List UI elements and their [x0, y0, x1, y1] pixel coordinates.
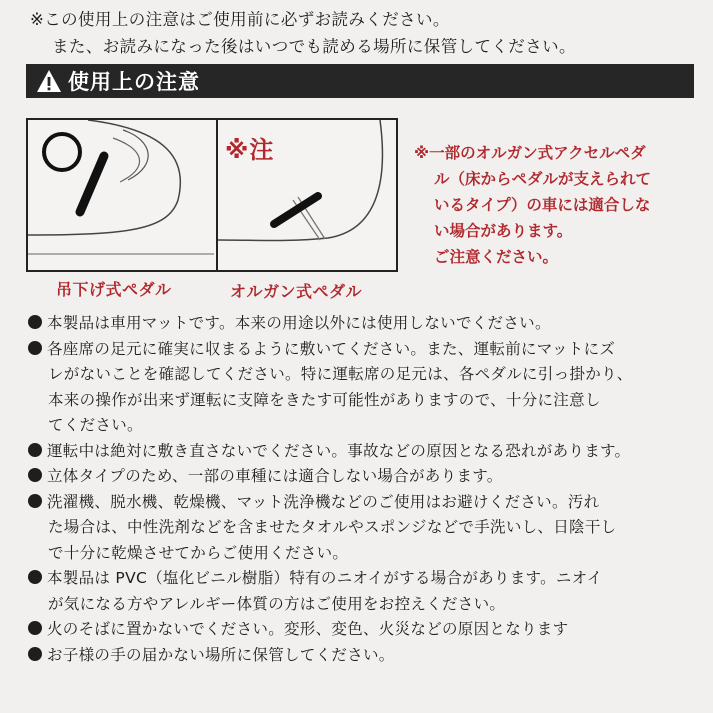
item-text: 運転中は絶対に敷き直さないでください。事故などの原因となる恐れがあります。	[47, 441, 631, 460]
bullet-icon	[28, 494, 42, 508]
bullet-icon	[28, 468, 42, 482]
item-text: 立体タイプのため、一部の車種には適合しない場合があります。	[47, 467, 503, 485]
list-item	[28, 337, 708, 439]
intro-line-1: ※この使用上の注意はご使用前に必ずお読みください。	[30, 10, 450, 29]
note-line: ご注意ください。	[434, 248, 559, 266]
list-item	[28, 643, 708, 669]
item-text: 火のそばに置かないでください。変形、変色、火災などの原因となります	[47, 620, 569, 638]
caution-list	[28, 311, 708, 668]
intro-line-2: また、お読みになった後はいつでも読める場所に保管してください。	[52, 37, 576, 56]
intro-notice	[30, 6, 576, 60]
item-text: 洗濯機、脱水機、乾燥機、マット洗浄機などのご使用はお避けください。汚れ	[47, 492, 600, 511]
item-text: 各座席の足元に確実に収まるように敷いてください。また、運転前にマットにズ	[47, 339, 616, 358]
list-item	[28, 490, 708, 567]
caution-mark: ※注	[225, 136, 275, 164]
warning-triangle-icon	[36, 68, 62, 94]
note-line: ル（床からペダルが支えられて	[434, 170, 652, 188]
item-text: 本来の操作が出来ず運転に支障をきたす可能性がありますので、十分に注意し	[48, 390, 601, 409]
list-item	[28, 439, 708, 465]
panel-divider	[216, 120, 218, 270]
list-item	[28, 311, 708, 337]
item-text: が気になる方やアレルギー体質の方はご使用をお控えください。	[48, 594, 506, 613]
circle-ok-icon	[44, 134, 80, 170]
list-item	[28, 617, 708, 643]
organ-pedal-icon	[274, 196, 318, 224]
bullet-icon	[28, 647, 42, 661]
item-text: 本製品は車用マットです。本来の用途以外には使用しないでください。	[47, 314, 551, 332]
organ-pedal-note	[414, 140, 704, 270]
item-text: で十分に乾燥させてからご使用ください。	[48, 543, 349, 562]
item-text: 本製品は PVC（塩化ビニル樹脂）特有のニオイがする場合があります。ニオイ	[47, 569, 603, 587]
section-header	[26, 64, 694, 98]
pedal-diagram	[26, 118, 398, 272]
item-text: レがないことを確認してください。特に運転席の足元は、各ペダルに引っ掛かり、	[48, 365, 633, 383]
item-text: お子様の手の届かない場所に保管してください。	[47, 645, 395, 664]
note-line: いるタイプ）の車には適合しな	[434, 196, 651, 214]
organ-pedal-label: オルガン式ペダル	[230, 282, 363, 301]
bullet-icon	[28, 315, 42, 329]
list-item	[28, 464, 708, 490]
bullet-icon	[28, 341, 42, 355]
item-text: てください。	[48, 416, 143, 434]
bullet-icon	[28, 570, 42, 584]
pedal-illustration	[28, 120, 396, 270]
bullet-icon	[28, 621, 42, 635]
note-line: い場合があります。	[434, 222, 573, 240]
note-line: ※一部のオルガン式アクセルペダ	[414, 144, 646, 162]
bullet-icon	[28, 443, 42, 457]
list-item	[28, 566, 708, 617]
hanging-pedal-label: 吊下げ式ペダル	[56, 280, 172, 299]
pedal-arm-shadow	[123, 130, 148, 180]
hanging-pedal-icon	[80, 156, 104, 212]
section-title: 使用上の注意	[68, 70, 200, 94]
item-text: た場合は、中性洗剤などを含ませたタオルやスポンジなどで手洗いし、日陰干し	[48, 518, 617, 536]
